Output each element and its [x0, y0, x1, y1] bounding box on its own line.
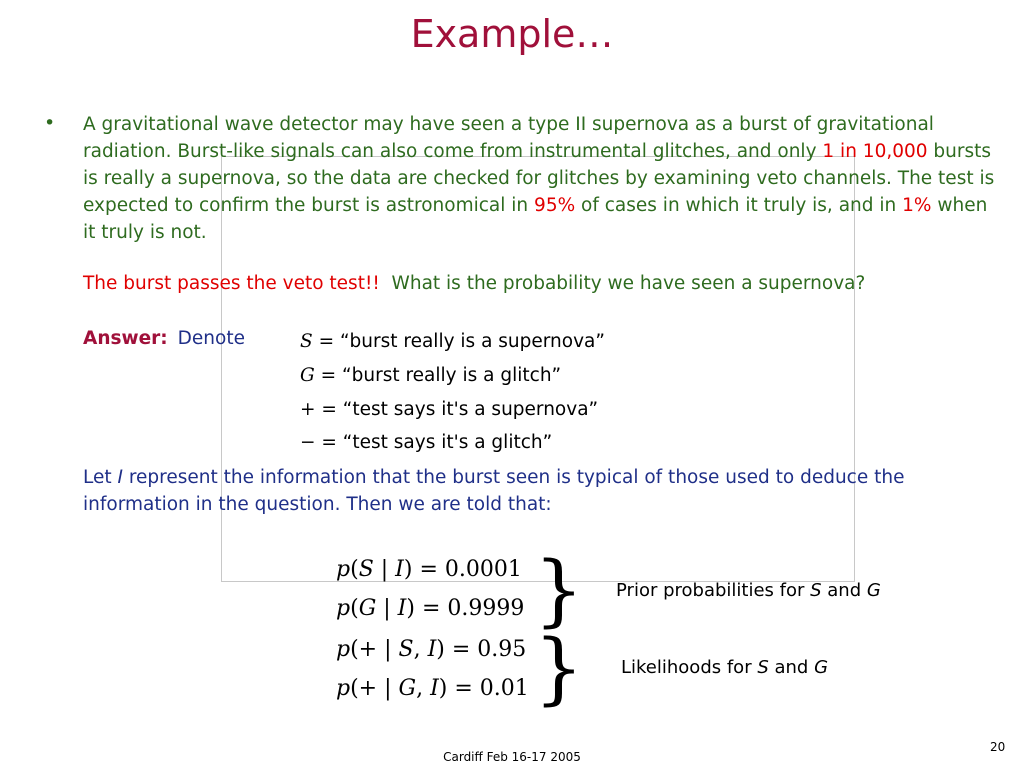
eq-bar: |: [376, 596, 398, 621]
prior-brace: }: [534, 546, 584, 636]
eq-bar: ,: [413, 637, 428, 662]
answer-label: Answer:: [83, 328, 168, 349]
eq-p: p: [336, 557, 351, 582]
eq-arg: G: [358, 596, 377, 621]
eq-p: p: [336, 676, 351, 701]
definition-row: [300, 432, 552, 453]
equation-prior-s: [336, 557, 522, 582]
definition-row: [300, 331, 605, 352]
definition-text: “burst really is a supernova”: [339, 331, 605, 352]
definition-row: [300, 365, 561, 386]
prior-label: [616, 580, 881, 601]
definition-symbol: +: [300, 399, 316, 420]
para-text-1: A gravitational wave detector may have seen a type II supernova as a burst of gravitational radiation. Burst-like signals can also come from instrumental glitches, and only: [83, 114, 934, 162]
question-red-text: The burst passes the veto test!!: [83, 273, 380, 294]
eq-rest: ) = 0.9999: [406, 596, 525, 621]
let-symbol-i: I: [117, 467, 123, 488]
question-line: [83, 273, 865, 294]
let-text-b: represent the information that the burst seen is typical of those used to deduce the information in the question. Then we are told that:: [83, 467, 905, 515]
eq-cond: I: [430, 676, 439, 701]
likelihood-label-s: S: [757, 657, 769, 678]
definition-symbol: S: [300, 331, 313, 352]
equation-prior-g: [336, 596, 524, 621]
let-text-a: Let: [83, 467, 118, 488]
eq-arg: S: [358, 557, 374, 582]
eq-arg: G: [398, 676, 417, 701]
eq-open: (+ |: [350, 637, 399, 662]
definition-equals: =: [314, 365, 343, 386]
para-text-3: of cases in which it truly is, and in: [575, 195, 903, 216]
definition-symbol: −: [300, 432, 316, 453]
slide-footer: Cardiff Feb 16-17 2005: [443, 750, 581, 764]
page-number: 20: [990, 740, 1006, 754]
prior-label-and: and: [821, 580, 867, 601]
para-highlight-1: 1%: [902, 195, 932, 216]
eq-open: (: [350, 596, 359, 621]
bullet-marker: •: [44, 112, 56, 134]
likelihood-label-and: and: [768, 657, 815, 678]
likelihood-label-g: G: [814, 657, 829, 678]
definition-symbol: G: [300, 365, 315, 386]
likelihood-brace: }: [534, 624, 584, 714]
equation-likelihood-s: [336, 637, 526, 662]
question-green-text: What is the probability we have seen a supernova?: [391, 273, 866, 294]
prior-label-s: S: [810, 580, 822, 601]
definition-text: “burst really is a glitch”: [342, 365, 562, 386]
eq-rest: ) = 0.95: [436, 637, 527, 662]
definition-row: [300, 399, 598, 420]
definition-equals: =: [312, 331, 340, 352]
eq-rest: ) = 0.0001: [403, 557, 522, 582]
eq-open: (: [350, 557, 359, 582]
answer-line: [83, 328, 245, 349]
eq-cond: I: [395, 557, 404, 582]
definition-text: “test says it's a supernova”: [342, 399, 599, 420]
para-highlight-ratio: 1 in 10,000: [822, 141, 928, 162]
slide-title: Example…: [410, 12, 614, 56]
eq-open: (+ |: [350, 676, 399, 701]
definition-text: “test says it's a glitch”: [342, 432, 553, 453]
para-text-4: when it truly is not.: [83, 195, 988, 243]
likelihood-label-text: Likelihoods for: [621, 657, 758, 678]
likelihood-label: [621, 657, 828, 678]
para-highlight-95: 95%: [534, 195, 576, 216]
equation-likelihood-g: [336, 676, 529, 701]
eq-bar: ,: [416, 676, 431, 701]
prior-label-text: Prior probabilities for: [616, 580, 811, 601]
prior-label-g: G: [866, 580, 881, 601]
definition-equals: =: [315, 399, 343, 420]
eq-cond: I: [397, 596, 407, 621]
eq-rest: ) = 0.01: [438, 676, 529, 701]
eq-bar: |: [373, 557, 396, 582]
definition-equals: =: [315, 432, 343, 453]
para-text-2: bursts is really a supernova, so the data are checked for glitches by examining veto channels. The test is expected to confirm the burst is astronomical in: [83, 141, 995, 216]
eq-arg: S: [398, 637, 414, 662]
eq-p: p: [336, 637, 351, 662]
eq-cond: I: [427, 637, 437, 662]
information-paragraph: [83, 464, 1013, 518]
denote-text: Denote: [177, 328, 245, 349]
eq-p: p: [336, 596, 351, 621]
problem-paragraph: [83, 111, 1003, 246]
